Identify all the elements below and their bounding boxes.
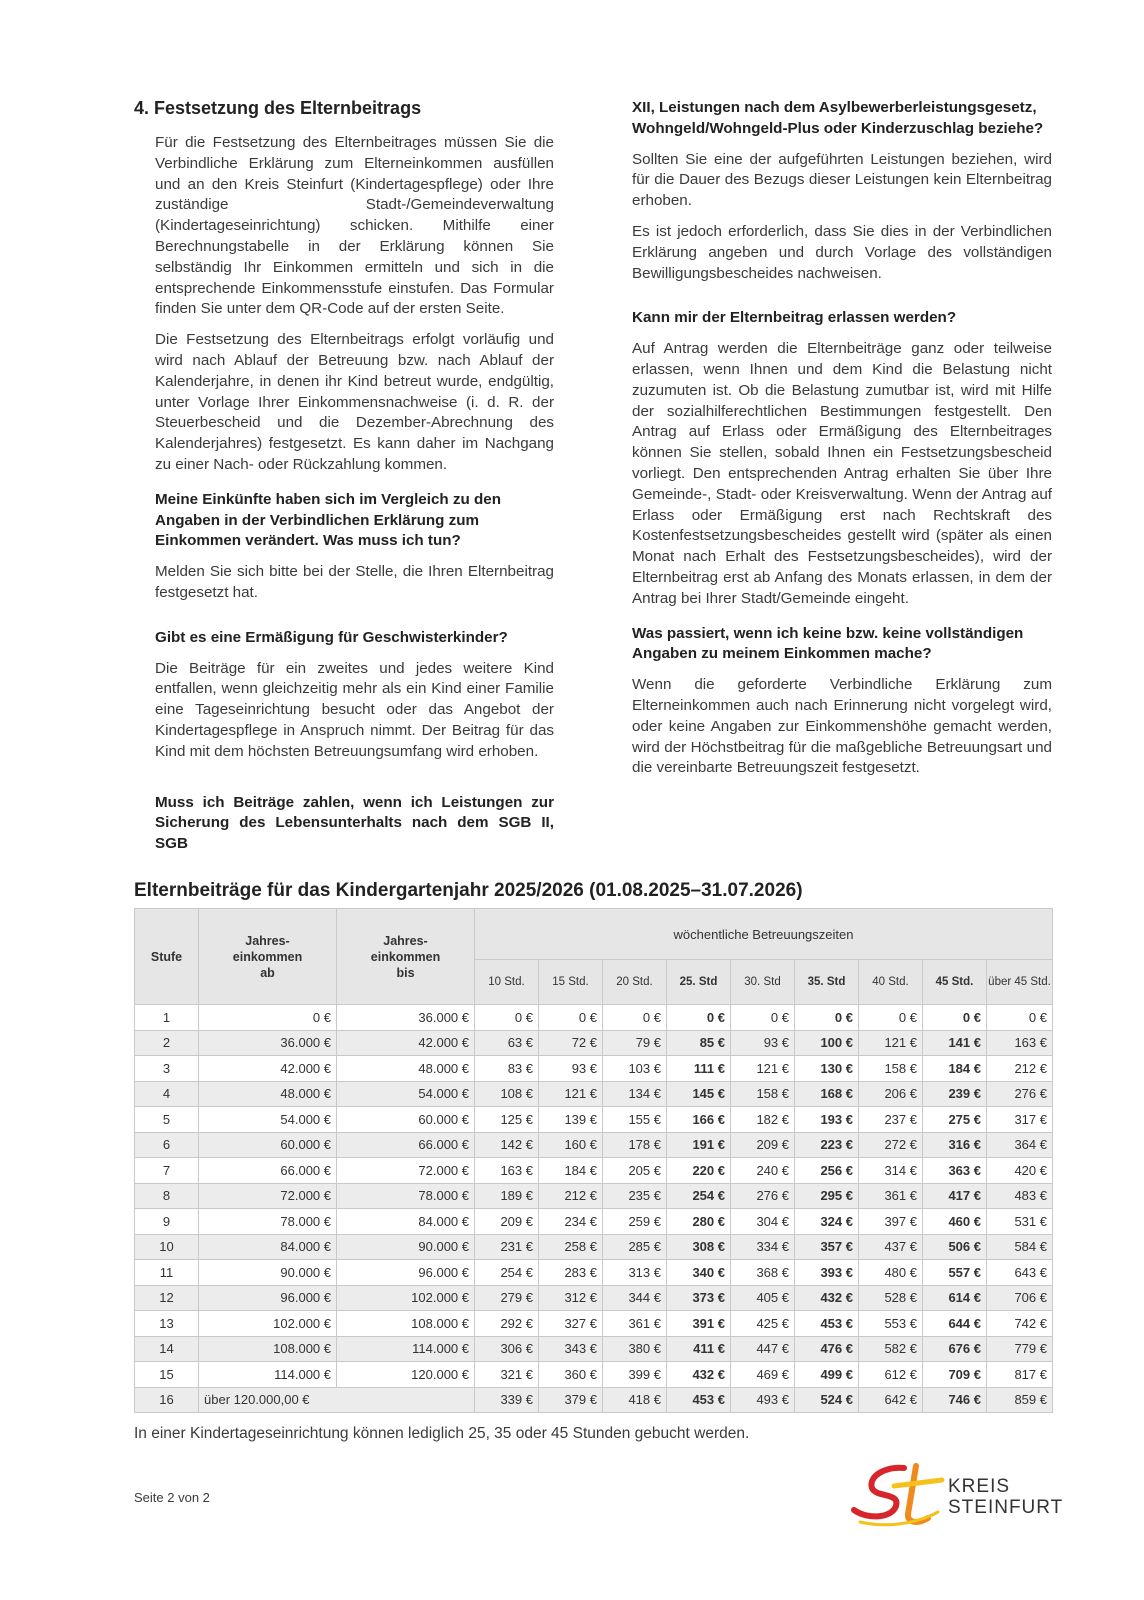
cell-beitrag: 363 € (923, 1158, 987, 1184)
cell-beitrag: 212 € (987, 1056, 1053, 1082)
header-einkommen-bis: Jahres- einkommen bis (337, 909, 475, 1005)
cell-stufe: 2 (135, 1030, 199, 1056)
cell-stufe: 1 (135, 1005, 199, 1031)
cell-beitrag: 292 € (475, 1311, 539, 1337)
cell-beitrag: 531 € (987, 1209, 1053, 1235)
cell-einkommen-bis: 96.000 € (337, 1260, 475, 1286)
table-row (135, 1234, 1053, 1260)
cell-beitrag: 72 € (539, 1030, 603, 1056)
cell-stufe: 11 (135, 1260, 199, 1286)
question-leistungen-cont: XII, Leistungen nach dem Asylbewerberleistungsgesetz, Wohngeld/Wohngeld-Plus oder Kinderzuschlag beziehe? (632, 99, 1044, 137)
cell-beitrag: 182 € (731, 1107, 795, 1133)
cell-beitrag: 361 € (859, 1183, 923, 1209)
header-hours-2: 20 Std. (603, 960, 667, 1005)
cell-beitrag: 130 € (795, 1056, 859, 1082)
cell-beitrag: 506 € (923, 1234, 987, 1260)
cell-einkommen-bis: 90.000 € (337, 1234, 475, 1260)
cell-beitrag: 469 € (731, 1362, 795, 1388)
cell-beitrag: 240 € (731, 1158, 795, 1184)
cell-einkommen-bis: 78.000 € (337, 1183, 475, 1209)
table-row (135, 1056, 1053, 1082)
cell-einkommen-bis: 60.000 € (337, 1107, 475, 1133)
cell-beitrag: 397 € (859, 1209, 923, 1235)
header-stufe: Stufe (135, 909, 199, 1005)
cell-beitrag: 499 € (795, 1362, 859, 1388)
cell-beitrag: 643 € (987, 1260, 1053, 1286)
kreis-steinfurt-logo (846, 1462, 1086, 1532)
cell-beitrag: 368 € (731, 1260, 795, 1286)
header-hours-1: 15 Std. (539, 960, 603, 1005)
cell-einkommen-ab: 108.000 € (199, 1336, 337, 1362)
paragraph-festsetzung: Die Festsetzung des Elternbeitrags erfolgt vorläufig und wird nach Ablauf der Betreuung bzw. nach Ablauf der Kalenderjahre, in denen ihr Kind betreut wurde, endgültig, unter Vorlage Ihrer Einkommensnachweise (i. d. R. der Steuerbescheid und die Dezember-Abrechnung des Kalenderjahres) festgesetzt. Es kann daher im Nachgang zu einer Nach- oder Rückzahlung kommen. (155, 331, 554, 473)
cell-beitrag: 100 € (795, 1030, 859, 1056)
cell-einkommen-bis: 66.000 € (337, 1132, 475, 1158)
table-row (135, 1183, 1053, 1209)
table-row (135, 1030, 1053, 1056)
cell-einkommen-bis: 54.000 € (337, 1081, 475, 1107)
cell-beitrag: 399 € (603, 1362, 667, 1388)
cell-beitrag: 79 € (603, 1030, 667, 1056)
header-hours-6: 40 Std. (859, 960, 923, 1005)
cell-beitrag: 139 € (539, 1107, 603, 1133)
question-einkuenfte: Meine Einkünfte haben sich im Vergleich zu den Angaben in der Verbindlichen Erklärung zum Einkommen verändert. Was muss ich tun? (155, 490, 502, 550)
table-row (135, 1081, 1053, 1107)
cell-beitrag: 340 € (667, 1260, 731, 1286)
cell-stufe: 15 (135, 1362, 199, 1388)
cell-stufe: 4 (135, 1081, 199, 1107)
cell-beitrag: 0 € (603, 1005, 667, 1031)
cell-beitrag: 859 € (987, 1387, 1053, 1413)
cell-beitrag: 168 € (795, 1081, 859, 1107)
logo-line-kreis: KREIS (948, 1476, 1011, 1497)
cell-beitrag: 0 € (795, 1005, 859, 1031)
cell-beitrag: 316 € (923, 1132, 987, 1158)
cell-beitrag: 493 € (731, 1387, 795, 1413)
table-row (135, 1158, 1053, 1184)
page-number: Seite 2 von 2 (134, 1490, 210, 1505)
cell-beitrag: 304 € (731, 1209, 795, 1235)
cell-beitrag: 314 € (859, 1158, 923, 1184)
cell-beitrag: 254 € (475, 1260, 539, 1286)
answer-erlass: Auf Antrag werden die Elternbeiträge ganz oder teilweise erlassen, wenn Ihnen und dem Kind die Belastung nicht zuzumuten ist. Ob die Belastung zumutbar ist, wird mit Hilfe der sozialhilferechtlichen Bestimmungen festgestellt. Den Antrag auf Erlass oder Ermäßigung des Elternbeitrages können Sie stellen, sobald Ihnen ein Festsetzungsbescheid vorliegt. Den entsprechenden Antrag erhalten Sie über Ihre Gemeinde-, Stadt- oder Kreisverwaltung. Wenn der Antrag auf Erlass oder Ermäßigung erst nach Rechtskraft des Kostenfestsetzungsbescheides gestellt wird (später als einen Monat nach Erhalt des Festsetzungsbescheides), wird der Elternbeitrag erst ab Anfang des Monats erlassen, in dem der Antrag bei Ihrer Stadt/Gemeinde eingeht. (632, 340, 1052, 607)
cell-beitrag: 460 € (923, 1209, 987, 1235)
cell-beitrag: 134 € (603, 1081, 667, 1107)
table-row (135, 1362, 1053, 1388)
cell-beitrag: 189 € (475, 1183, 539, 1209)
cell-einkommen-ab: über 120.000,00 € (199, 1387, 475, 1413)
cell-stufe: 5 (135, 1107, 199, 1133)
cell-beitrag: 220 € (667, 1158, 731, 1184)
cell-beitrag: 205 € (603, 1158, 667, 1184)
header-hours-3: 25. Std (667, 960, 731, 1005)
cell-beitrag: 108 € (475, 1081, 539, 1107)
cell-beitrag: 327 € (539, 1311, 603, 1337)
cell-beitrag: 420 € (987, 1158, 1053, 1184)
cell-stufe: 3 (135, 1056, 199, 1082)
cell-beitrag: 0 € (859, 1005, 923, 1031)
cell-einkommen-ab: 48.000 € (199, 1081, 337, 1107)
cell-beitrag: 746 € (923, 1387, 987, 1413)
cell-beitrag: 121 € (859, 1030, 923, 1056)
cell-stufe: 12 (135, 1285, 199, 1311)
table-row (135, 1311, 1053, 1337)
question-leistungen: Muss ich Beiträge zahlen, wenn ich Leistungen zur Sicherung des Lebensunterhalts nach dem SGB II, SGB (155, 793, 554, 853)
cell-beitrag: 83 € (475, 1056, 539, 1082)
header-hours-8: über 45 Std. (987, 960, 1053, 1005)
answer-geschwister: Die Beiträge für ein zweites und jedes weitere Kind entfallen, wenn gleichzeitig mehr als ein Kind einer Familie eine Tageseinrichtung besucht oder das Angebot der Kindertagespflege in Anspruch nimmt. Der Beitrag für das Kind mit dem höchsten Betreuungsumfang wird erhoben. (155, 659, 554, 760)
cell-beitrag: 582 € (859, 1336, 923, 1362)
cell-beitrag: 223 € (795, 1132, 859, 1158)
cell-einkommen-ab: 42.000 € (199, 1056, 337, 1082)
cell-beitrag: 283 € (539, 1260, 603, 1286)
cell-beitrag: 93 € (731, 1030, 795, 1056)
cell-einkommen-ab: 66.000 € (199, 1158, 337, 1184)
cell-stufe: 16 (135, 1387, 199, 1413)
cell-beitrag: 237 € (859, 1107, 923, 1133)
header-hours-5: 35. Std (795, 960, 859, 1005)
cell-beitrag: 276 € (731, 1183, 795, 1209)
table-row (135, 1005, 1053, 1031)
cell-beitrag: 158 € (859, 1056, 923, 1082)
header-hours-7: 45 Std. (923, 960, 987, 1005)
cell-stufe: 6 (135, 1132, 199, 1158)
header-hours-0: 10 Std. (475, 960, 539, 1005)
cell-beitrag: 163 € (987, 1030, 1053, 1056)
cell-beitrag: 184 € (923, 1056, 987, 1082)
cell-beitrag: 380 € (603, 1336, 667, 1362)
cell-beitrag: 360 € (539, 1362, 603, 1388)
cell-beitrag: 557 € (923, 1260, 987, 1286)
cell-beitrag: 357 € (795, 1234, 859, 1260)
cell-beitrag: 453 € (667, 1387, 731, 1413)
cell-beitrag: 254 € (667, 1183, 731, 1209)
cell-einkommen-bis: 84.000 € (337, 1209, 475, 1235)
cell-einkommen-bis: 108.000 € (337, 1311, 475, 1337)
cell-einkommen-bis: 120.000 € (337, 1362, 475, 1388)
cell-beitrag: 275 € (923, 1107, 987, 1133)
table-row (135, 1209, 1053, 1235)
cell-beitrag: 234 € (539, 1209, 603, 1235)
cell-einkommen-ab: 36.000 € (199, 1030, 337, 1056)
cell-beitrag: 280 € (667, 1209, 731, 1235)
left-body (134, 133, 554, 855)
cell-beitrag: 391 € (667, 1311, 731, 1337)
cell-beitrag: 379 € (539, 1387, 603, 1413)
table-title: Elternbeiträge für das Kindergartenjahr 2025/2026 (01.08.2025–31.07.2026) (134, 880, 803, 901)
cell-beitrag: 166 € (667, 1107, 731, 1133)
cell-beitrag: 209 € (731, 1132, 795, 1158)
cell-beitrag: 425 € (731, 1311, 795, 1337)
cell-beitrag: 584 € (987, 1234, 1053, 1260)
cell-beitrag: 308 € (667, 1234, 731, 1260)
section-heading: 4. Festsetzung des Elternbeitrags (134, 98, 422, 118)
cell-beitrag: 259 € (603, 1209, 667, 1235)
cell-beitrag: 321 € (475, 1362, 539, 1388)
fee-table (134, 908, 1053, 1413)
cell-beitrag: 163 € (475, 1158, 539, 1184)
cell-beitrag: 339 € (475, 1387, 539, 1413)
cell-beitrag: 121 € (731, 1056, 795, 1082)
cell-beitrag: 476 € (795, 1336, 859, 1362)
table-note: In einer Kindertageseinrichtung können lediglich 25, 35 oder 45 Stunden gebucht werden. (134, 1425, 750, 1442)
cell-beitrag: 279 € (475, 1285, 539, 1311)
left-column (134, 98, 554, 865)
cell-beitrag: 231 € (475, 1234, 539, 1260)
cell-beitrag: 0 € (667, 1005, 731, 1031)
cell-beitrag: 258 € (539, 1234, 603, 1260)
cell-einkommen-ab: 54.000 € (199, 1107, 337, 1133)
cell-beitrag: 155 € (603, 1107, 667, 1133)
cell-einkommen-bis: 102.000 € (337, 1285, 475, 1311)
cell-beitrag: 528 € (859, 1285, 923, 1311)
cell-beitrag: 524 € (795, 1387, 859, 1413)
answer-keine-angaben: Wenn die geforderte Verbindliche Erklärung zum Elterneinkommen auch nach Erinnerung nicht vorgelegt wird, oder keine Angaben zur Einkommenshöhe gemacht werden, wird der Höchstbeitrag für die maßgebliche Betreuungsart und die vereinbarte Betreuungszeit festgesetzt. (632, 676, 1052, 777)
cell-beitrag: 324 € (795, 1209, 859, 1235)
cell-beitrag: 256 € (795, 1158, 859, 1184)
cell-einkommen-bis: 114.000 € (337, 1336, 475, 1362)
cell-einkommen-bis: 36.000 € (337, 1005, 475, 1031)
cell-beitrag: 184 € (539, 1158, 603, 1184)
table-row (135, 1336, 1053, 1362)
cell-stufe: 14 (135, 1336, 199, 1362)
cell-beitrag: 193 € (795, 1107, 859, 1133)
cell-beitrag: 276 € (987, 1081, 1053, 1107)
cell-beitrag: 405 € (731, 1285, 795, 1311)
cell-beitrag: 93 € (539, 1056, 603, 1082)
cell-beitrag: 553 € (859, 1311, 923, 1337)
cell-beitrag: 317 € (987, 1107, 1053, 1133)
answer-leistungen-2: Es ist jedoch erforderlich, dass Sie dies in der Verbindlichen Erklärung angeben und durch Vorlage des vollständigen Bewilligungsbescheides nachweisen. (632, 222, 1052, 282)
cell-beitrag: 121 € (539, 1081, 603, 1107)
cell-beitrag: 141 € (923, 1030, 987, 1056)
fee-table-body (135, 1005, 1053, 1413)
cell-beitrag: 158 € (731, 1081, 795, 1107)
cell-beitrag: 614 € (923, 1285, 987, 1311)
logo-swoosh-icon (846, 1462, 946, 1532)
cell-einkommen-ab: 78.000 € (199, 1209, 337, 1235)
cell-beitrag: 432 € (667, 1362, 731, 1388)
cell-einkommen-ab: 114.000 € (199, 1362, 337, 1388)
question-geschwister: Gibt es eine Ermäßigung für Geschwisterkinder? (155, 628, 508, 646)
cell-beitrag: 447 € (731, 1336, 795, 1362)
cell-beitrag: 206 € (859, 1081, 923, 1107)
table-row (135, 1387, 1053, 1413)
cell-beitrag: 361 € (603, 1311, 667, 1337)
cell-beitrag: 344 € (603, 1285, 667, 1311)
answer-einkuenfte: Melden Sie sich bitte bei der Stelle, die Ihren Elternbeitrag festgesetzt hat. (155, 563, 554, 601)
cell-beitrag: 212 € (539, 1183, 603, 1209)
cell-beitrag: 418 € (603, 1387, 667, 1413)
cell-beitrag: 709 € (923, 1362, 987, 1388)
cell-beitrag: 209 € (475, 1209, 539, 1235)
header-betreuungszeiten: wöchentliche Betreuungszeiten (475, 909, 1053, 960)
cell-beitrag: 817 € (987, 1362, 1053, 1388)
cell-beitrag: 142 € (475, 1132, 539, 1158)
table-row (135, 1260, 1053, 1286)
cell-beitrag: 393 € (795, 1260, 859, 1286)
cell-beitrag: 373 € (667, 1285, 731, 1311)
cell-stufe: 10 (135, 1234, 199, 1260)
cell-beitrag: 0 € (475, 1005, 539, 1031)
cell-einkommen-ab: 72.000 € (199, 1183, 337, 1209)
cell-beitrag: 343 € (539, 1336, 603, 1362)
cell-beitrag: 676 € (923, 1336, 987, 1362)
cell-beitrag: 334 € (731, 1234, 795, 1260)
cell-beitrag: 313 € (603, 1260, 667, 1286)
question-keine-angaben: Was passiert, wenn ich keine bzw. keine vollständigen Angaben zu meinem Einkommen mache? (632, 624, 1024, 663)
cell-beitrag: 0 € (923, 1005, 987, 1031)
cell-einkommen-ab: 102.000 € (199, 1311, 337, 1337)
cell-beitrag: 453 € (795, 1311, 859, 1337)
cell-beitrag: 239 € (923, 1081, 987, 1107)
cell-beitrag: 125 € (475, 1107, 539, 1133)
cell-beitrag: 0 € (987, 1005, 1053, 1031)
cell-einkommen-bis: 42.000 € (337, 1030, 475, 1056)
paragraph-formular: Für die Festsetzung des Elternbeitrages müssen Sie die Verbindliche Erklärung zum Elterneinkommen ausfüllen und an den Kreis Steinfurt (Kindertagespflege) oder Ihre zuständige Stadt-/Gemeindeverwaltung (Kindertageseinrichtung) schicken. Mithilfe einer Berechnungstabelle in der Erklärung können Sie selbständig Ihr Einkommen ermitteln und sich in die entsprechende Einkommensstufe einstufen. Das Formular finden Sie unter dem QR-Code auf der ersten Seite. (155, 134, 554, 318)
cell-beitrag: 85 € (667, 1030, 731, 1056)
cell-stufe: 13 (135, 1311, 199, 1337)
cell-beitrag: 0 € (539, 1005, 603, 1031)
cell-beitrag: 306 € (475, 1336, 539, 1362)
header-hours-4: 30. Std (731, 960, 795, 1005)
cell-einkommen-ab: 90.000 € (199, 1260, 337, 1286)
cell-beitrag: 0 € (731, 1005, 795, 1031)
cell-beitrag: 480 € (859, 1260, 923, 1286)
cell-beitrag: 779 € (987, 1336, 1053, 1362)
table-row (135, 1132, 1053, 1158)
cell-beitrag: 272 € (859, 1132, 923, 1158)
cell-beitrag: 644 € (923, 1311, 987, 1337)
cell-beitrag: 178 € (603, 1132, 667, 1158)
cell-stufe: 9 (135, 1209, 199, 1235)
cell-beitrag: 295 € (795, 1183, 859, 1209)
cell-beitrag: 103 € (603, 1056, 667, 1082)
answer-leistungen-1: Sollten Sie eine der aufgeführten Leistungen beziehen, wird für die Dauer des Bezugs dieser Leistungen kein Elternbeitrag erhoben. (632, 150, 1052, 210)
cell-beitrag: 364 € (987, 1132, 1053, 1158)
header-einkommen-ab: Jahres- einkommen ab (199, 909, 337, 1005)
cell-einkommen-ab: 84.000 € (199, 1234, 337, 1260)
cell-einkommen-ab: 96.000 € (199, 1285, 337, 1311)
cell-stufe: 7 (135, 1158, 199, 1184)
cell-beitrag: 612 € (859, 1362, 923, 1388)
cell-beitrag: 285 € (603, 1234, 667, 1260)
cell-beitrag: 160 € (539, 1132, 603, 1158)
table-row (135, 1285, 1053, 1311)
cell-beitrag: 642 € (859, 1387, 923, 1413)
cell-beitrag: 483 € (987, 1183, 1053, 1209)
cell-beitrag: 145 € (667, 1081, 731, 1107)
cell-beitrag: 432 € (795, 1285, 859, 1311)
cell-beitrag: 417 € (923, 1183, 987, 1209)
question-erlass: Kann mir der Elternbeitrag erlassen werden? (632, 309, 957, 327)
cell-beitrag: 706 € (987, 1285, 1053, 1311)
cell-stufe: 8 (135, 1183, 199, 1209)
cell-einkommen-ab: 60.000 € (199, 1132, 337, 1158)
logo-text (948, 1476, 1063, 1518)
cell-beitrag: 63 € (475, 1030, 539, 1056)
cell-beitrag: 411 € (667, 1336, 731, 1362)
cell-beitrag: 191 € (667, 1132, 731, 1158)
table-row (135, 1107, 1053, 1133)
cell-beitrag: 437 € (859, 1234, 923, 1260)
right-column (632, 98, 1052, 789)
cell-beitrag: 111 € (667, 1056, 731, 1082)
cell-einkommen-ab: 0 € (199, 1005, 337, 1031)
logo-line-steinfurt: STEINFURT (948, 1497, 1064, 1518)
cell-beitrag: 312 € (539, 1285, 603, 1311)
cell-einkommen-bis: 48.000 € (337, 1056, 475, 1082)
cell-beitrag: 235 € (603, 1183, 667, 1209)
cell-beitrag: 742 € (987, 1311, 1053, 1337)
cell-einkommen-bis: 72.000 € (337, 1158, 475, 1184)
